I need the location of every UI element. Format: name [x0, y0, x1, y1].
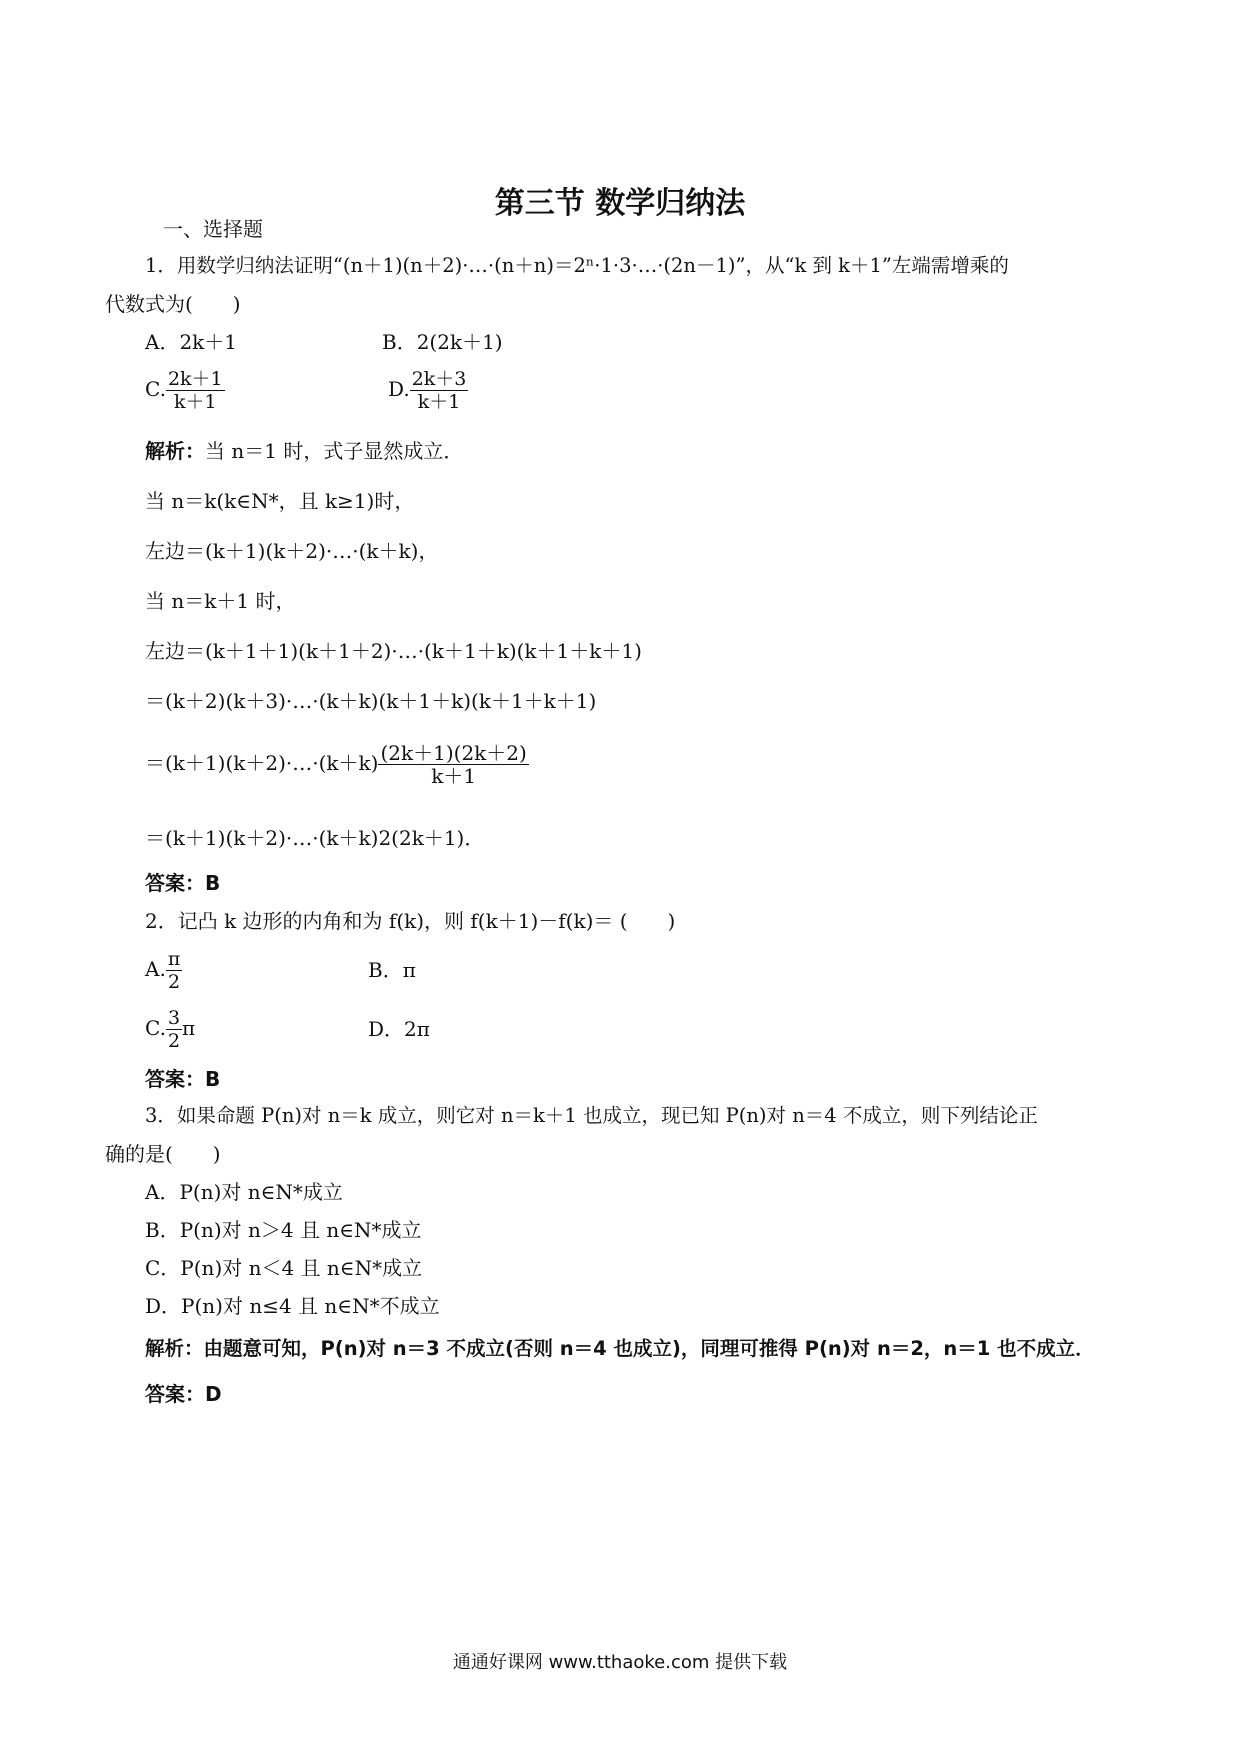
q1-option-b: B．2(2k＋1): [382, 330, 503, 354]
q1-option-c-num: 2k＋1: [167, 368, 223, 390]
q1-analysis-text1: 当 n＝1 时，式子显然成立．: [205, 439, 464, 463]
q1-analysis-line7-prefix: ＝(k＋1)(k＋2)·…·(k＋k): [145, 751, 379, 775]
q1-stem-line1: 1．用数学归纳法证明“(n＋1)(n＋2)·…·(n＋n)＝2ⁿ·1·3·…·(2n－1)”，从“k 到 k＋1”左端需增乘的: [145, 254, 1009, 277]
q3-stem-line2: 确的是( ): [105, 1142, 221, 1166]
q1-option-d-fraction: [410, 368, 469, 413]
q1-option-c-den: k＋1: [174, 391, 217, 413]
q1-option-a: A．2k＋1: [145, 330, 238, 354]
q3-option-c: C．P(n)对 n＜4 且 n∈N*成立: [145, 1256, 423, 1280]
q1-stem-line2: 代数式为( ): [105, 292, 241, 316]
q1-option-c-fraction: [166, 368, 225, 413]
q1-analysis-line2: 当 n＝k(k∈N*，且 k≥1)时，: [145, 489, 415, 513]
q2-option-a-num: π: [167, 948, 181, 970]
page-title: 第三节 数学归纳法: [494, 186, 746, 221]
q1-analysis-line7-den: k＋1: [431, 764, 477, 788]
q3-option-d: D．P(n)对 n≤4 且 n∈N*不成立: [145, 1294, 440, 1318]
q2-option-c: [145, 1007, 195, 1052]
q1-analysis-line7-fraction: [378, 742, 528, 787]
q2-option-d: D．2π: [368, 1017, 430, 1041]
q2-option-a-fraction: [166, 948, 183, 993]
q3-answer: 答案：D: [145, 1382, 222, 1406]
q1-option-c: [145, 368, 225, 413]
q1-analysis-label: 解析：: [145, 439, 205, 463]
q2-option-b: B．π: [368, 958, 416, 982]
q1-option-d: [388, 368, 468, 413]
q2-stem: 2．记凸 k 边形的内角和为 f(k)，则 f(k＋1)－f(k)＝ ( ): [145, 909, 676, 933]
q2-option-a-label: A.: [145, 957, 166, 981]
q1-analysis-line5: 左边＝(k＋1＋1)(k＋1＋2)·…·(k＋1＋k)(k＋1＋k＋1): [145, 639, 642, 663]
q1-analysis-line4: 当 n＝k＋1 时，: [145, 589, 296, 613]
q1-analysis-line3: 左边＝(k＋1)(k＋2)·…·(k＋k)，: [145, 539, 439, 563]
q1-option-c-label: C.: [145, 377, 166, 401]
q2-answer: 答案：B: [145, 1067, 221, 1091]
q2-option-c-label: C.: [145, 1016, 166, 1040]
q2-option-c-den: 2: [167, 1030, 181, 1052]
q1-option-d-label: D.: [388, 377, 410, 401]
q1-analysis-line7: [145, 742, 529, 787]
q3-option-b: B．P(n)对 n＞4 且 n∈N*成立: [145, 1218, 422, 1242]
q2-option-c-suffix: π: [182, 1016, 196, 1040]
q1-option-d-num: 2k＋3: [411, 368, 467, 390]
q1-analysis-line8: ＝(k＋1)(k＋2)·…·(k＋k)2(2k＋1)．: [145, 826, 485, 850]
q1-answer: 答案：B: [145, 871, 221, 895]
q1-analysis-line7-num: (2k＋1)(2k＋2): [380, 741, 527, 765]
q3-stem-line1: 3．如果命题 P(n)对 n＝k 成立，则它对 n＝k＋1 也成立，现已知 P(n)对 n＝4 不成立，则下列结论正: [145, 1104, 1038, 1127]
q2-option-c-fraction: [166, 1007, 182, 1052]
q3-analysis: 解析：由题意可知，P(n)对 n＝3 不成立(否则 n＝4 也成立)，同理可推得 P(n)对 n＝2，n＝1 也不成立．: [145, 1337, 1095, 1360]
q2-option-a: [145, 948, 182, 993]
q1-option-d-den: k＋1: [417, 391, 461, 413]
q1-analysis-line6: ＝(k＋2)(k＋3)·…·(k＋k)(k＋1＋k)(k＋1＋k＋1): [145, 689, 597, 713]
footer-credit: 通通好课网 www.tthaoke.com 提供下载: [452, 1652, 788, 1673]
q2-option-c-num: 3: [167, 1007, 181, 1029]
q1-analysis-line1: [145, 438, 463, 464]
q3-option-a: A．P(n)对 n∈N*成立: [145, 1180, 343, 1204]
q2-option-a-den: 2: [168, 971, 181, 993]
section-heading: 一、选择题: [163, 217, 263, 241]
